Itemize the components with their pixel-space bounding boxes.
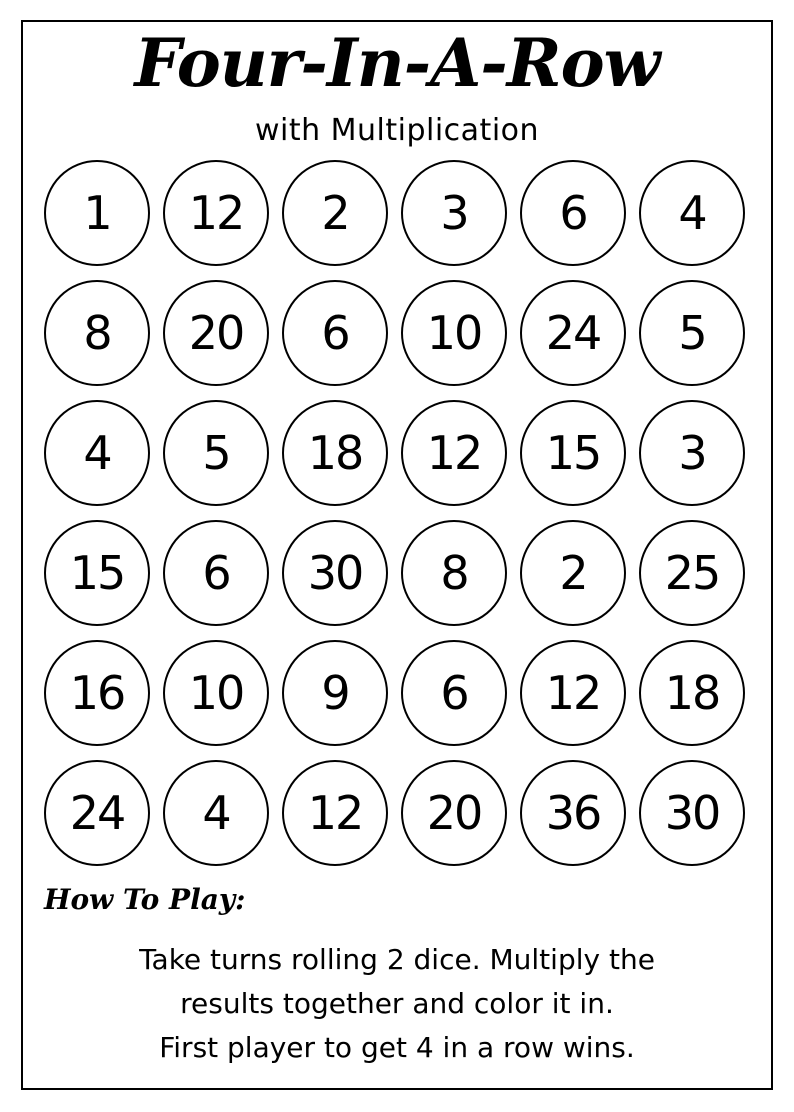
instruction-line: results together and color it in. — [180, 987, 614, 1020]
instruction-line: Take turns rolling 2 dice. Multiply the — [139, 943, 655, 976]
instructions — [40, 938, 754, 1070]
board-cell[interactable]: 8 — [44, 280, 150, 386]
board-cell[interactable]: 2 — [520, 520, 626, 626]
board-cell[interactable]: 10 — [163, 640, 269, 746]
board-cell[interactable]: 4 — [163, 760, 269, 866]
board-cell[interactable]: 15 — [44, 520, 150, 626]
board-cell[interactable]: 9 — [282, 640, 388, 746]
board-cell[interactable]: 1 — [44, 160, 150, 266]
board-cell[interactable]: 20 — [401, 760, 507, 866]
board-cell[interactable]: 36 — [520, 760, 626, 866]
instruction-line: First player to get 4 in a row wins. — [159, 1031, 635, 1064]
game-board — [44, 160, 752, 872]
board-cell[interactable]: 12 — [401, 400, 507, 506]
board-cell[interactable]: 4 — [639, 160, 745, 266]
board-cell[interactable]: 18 — [282, 400, 388, 506]
board-cell[interactable]: 10 — [401, 280, 507, 386]
board-cell[interactable]: 5 — [163, 400, 269, 506]
board-cell[interactable]: 24 — [44, 760, 150, 866]
board-cell[interactable]: 25 — [639, 520, 745, 626]
board-cell[interactable]: 15 — [520, 400, 626, 506]
board-cell[interactable]: 12 — [282, 760, 388, 866]
board-cell[interactable]: 24 — [520, 280, 626, 386]
board-cell[interactable]: 6 — [520, 160, 626, 266]
board-cell[interactable]: 16 — [44, 640, 150, 746]
board-cell[interactable]: 3 — [401, 160, 507, 266]
board-cell[interactable]: 4 — [44, 400, 150, 506]
board-cell[interactable]: 3 — [639, 400, 745, 506]
board-cell[interactable]: 2 — [282, 160, 388, 266]
board-cell[interactable]: 18 — [639, 640, 745, 746]
board-cell[interactable]: 12 — [163, 160, 269, 266]
board-cell[interactable]: 6 — [401, 640, 507, 746]
board-cell[interactable]: 5 — [639, 280, 745, 386]
board-cell[interactable]: 6 — [163, 520, 269, 626]
page-title: Four-In-A-Row — [134, 24, 660, 102]
how-to-play-heading: How To Play: — [44, 883, 246, 916]
board-cell[interactable]: 20 — [163, 280, 269, 386]
board-cell[interactable]: 8 — [401, 520, 507, 626]
board-cell[interactable]: 30 — [282, 520, 388, 626]
board-cell[interactable]: 6 — [282, 280, 388, 386]
page-subtitle: with Multiplication — [254, 113, 540, 148]
board-cell[interactable]: 30 — [639, 760, 745, 866]
board-cell[interactable]: 12 — [520, 640, 626, 746]
